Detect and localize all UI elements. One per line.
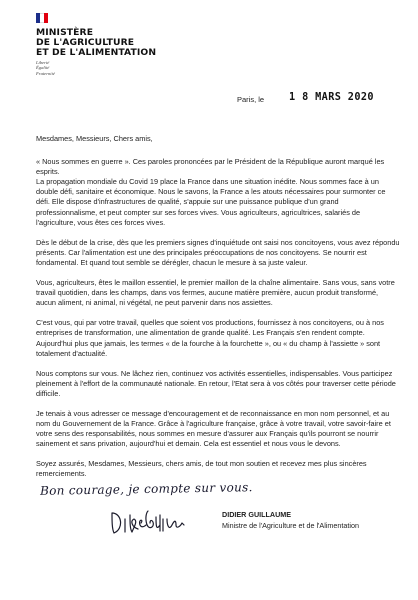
paragraph-6: Nous comptons sur vous. Ne lâchez rien, continuez vos activités essentielles, indispensables. Vous participez pleinement à l'effort de la communauté nationale. En retour, l'Etat sera à vos côtés pour traverser cette période difficile.: [36, 368, 396, 398]
handwritten-note: Bon courage, je compte sur vous.: [39, 480, 253, 498]
ministry-name: [36, 28, 156, 57]
paragraph-3: Dès le début de la crise, dès que les premiers signes d'inquiétude ont saisi nos concitoyens, vous avez répondu présents. Car l'alimentation est une des principales préoccupations de nos concitoyens. Se nourrir est fondamental. Et quand tout semble se dérégler, chacun le mesure à sa juste valeur.: [36, 237, 400, 267]
motto-egalite: Égalité: [36, 65, 50, 71]
paragraph-7: Je tenais à vous adresser ce message d'encouragement et de reconnaissance en mon nom personnel, et au nom du Gouvernement de la France. Grâce à l'agriculture française, grâce à votre travail, votre savoir-faire et votre sens des responsabilités, nous sommes en mesure d'assurer aux Français qu'ils pourront se nourrir sainement et sans privation, aujourd'hui et demain. Cela est essentiel et nous vous le devons.: [36, 408, 391, 449]
republic-motto: [36, 60, 55, 76]
ministry-line-2: DE L'AGRICULTURE: [36, 36, 135, 48]
salutation: Mesdames, Messieurs, Chers amis,: [36, 134, 153, 143]
paragraph-5: C'est vous, qui par votre travail, quelles que soient vos productions, fournissez à nos concitoyens, ou à nos entreprises de transformation, une alimentation de grande qualité. Les Français s'en rendent compte. Aujourd'hui plus que jamais, les termes « de la fourche à la fourchette », ou « du champ à l'assiette » sont totalement d'actualité.: [36, 318, 384, 358]
signer-title: Ministre de l'Agriculture et de l'Alimentation: [222, 521, 359, 530]
handwritten-signature: [108, 505, 188, 539]
signer-name: DIDIER GUILLAUME: [222, 510, 292, 519]
date-place: Paris, le: [237, 95, 265, 104]
republic-flag-logo: [36, 13, 48, 23]
date-stamp: 1 8 MARS 2020: [289, 92, 374, 103]
paragraph-2: La propagation mondiale du Covid 19 place la France dans une situation inédite. Nous sommes face à un double défi, sanitaire et économique. Nous le savons, la France a les atouts nécessaires pour surmonter ce défi. Elle dispose d'infrastructures de qualité, s'appuie sur une puissance publique d'un grand professionnalisme, et peut compter sur ses forces vives. Vous agriculteurs, agricultrices, salariés de l'agriculture, vous êtes ces forces vives.: [36, 177, 386, 227]
ministry-line-3: ET DE L'ALIMENTATION: [36, 46, 157, 58]
paragraph-4: Vous, agriculteurs, êtes le maillon essentiel, le premier maillon de la chaîne alimentaire. Sans vous, sans votre travail quotidien, dans les champs, dans vos fermes, aucune matière première, aucun produit transformé, aucun aliment, ni animal, ni végétal, ne peut parvenir dans nos assiettes.: [36, 278, 395, 308]
ministry-line-1: MINISTÈRE: [36, 27, 94, 38]
motto-liberte: Liberté: [36, 60, 50, 65]
motto-fraternite: Fraternité: [36, 70, 55, 76]
paragraph-8: Soyez assurés, Mesdames, Messieurs, chers amis, de tout mon soutien et recevez mes plus sincères remerciements.: [36, 459, 367, 479]
paragraph-1: « Nous sommes en guerre ». Ces paroles prononcées par le Président de la République auront marqué les esprits.: [36, 157, 385, 177]
letter-body: [36, 134, 400, 480]
